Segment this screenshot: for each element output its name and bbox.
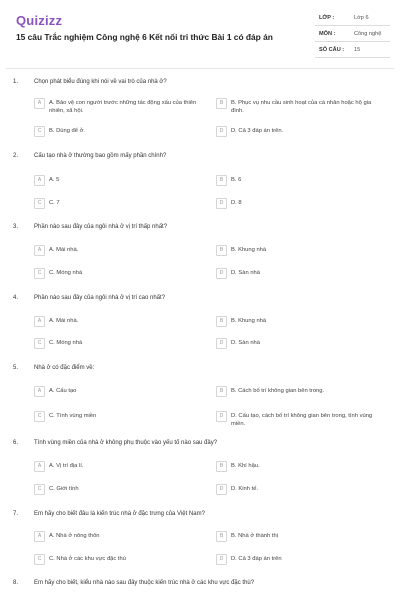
question-text: Em hãy cho biết đâu là kiến trúc nhà ở đặc trưng của Việt Nam?	[34, 511, 205, 517]
option-letter-box: B	[216, 175, 227, 186]
option-text: A. Cấu tạo	[49, 388, 77, 394]
question-text: Tính vùng miền của nhà ở không phụ thuộc vào yếu tố nào sau đây?	[34, 440, 218, 446]
option-letter-box: A	[34, 386, 45, 397]
option-text: D. Cả 3 đáp án trên.	[231, 128, 284, 134]
option-text: C. 7	[49, 200, 60, 206]
option-text: D. Kinh tế.	[231, 486, 259, 492]
meta-value: Công nghệ	[354, 31, 382, 37]
option-letter-box: C	[34, 411, 45, 422]
option-letter-box: A	[34, 175, 45, 186]
meta-table	[315, 10, 390, 58]
question-text: Chọn phát biểu đúng khi nói về vai trò của nhà ở?	[34, 79, 167, 85]
meta-label: LỚP :	[319, 15, 335, 21]
meta-label: SỐ CÂU :	[319, 47, 345, 53]
option-text: B. 6	[231, 177, 242, 183]
meta-value: 15	[354, 47, 361, 53]
option-letter-box: D	[216, 198, 227, 209]
question-number: 8.	[13, 580, 19, 586]
option-text: C. Nhà ở các khu vực đặc thù	[49, 556, 126, 562]
option-letter-box: A	[34, 461, 45, 472]
option-letter-box: B	[216, 461, 227, 472]
option-text: D. Cấu tạo, cách bố trí không gian bên trong, tính vùng miền.	[231, 413, 373, 427]
option-text: C. Móng nhà	[49, 270, 83, 276]
meta-row-grade	[315, 10, 390, 26]
option-letter-box: C	[34, 554, 45, 565]
option-text: A. Mái nhà.	[49, 318, 79, 324]
option-letter-box: B	[216, 386, 227, 397]
option-letter-box: C	[34, 198, 45, 209]
question-number: 6.	[13, 440, 19, 446]
option-letter-box: D	[216, 554, 227, 565]
option-text: A. 5	[49, 177, 60, 183]
question-number: 4.	[13, 295, 19, 301]
option-letter-box: A	[34, 316, 45, 327]
header-divider	[6, 68, 394, 69]
option-text: B. Phục vụ nhu cầu sinh hoạt của cá nhân hoặc hộ gia đình.	[231, 100, 372, 114]
option-letter-box: C	[34, 268, 45, 279]
question-text: Phần nào sau đây của ngôi nhà ở vị trí thấp nhất?	[34, 224, 168, 230]
option-letter-box: A	[34, 245, 45, 256]
option-text: C. Móng nhà	[49, 340, 83, 346]
option-text: D. Sàn nhà	[231, 340, 261, 346]
question-text: Nhà ở có đặc điểm về:	[34, 365, 95, 371]
question-number: 3.	[13, 224, 19, 230]
option-letter-box: D	[216, 411, 227, 422]
option-letter-box: C	[34, 338, 45, 349]
worksheet-header	[0, 0, 400, 72]
quizizz-logo: Quizizz	[16, 13, 63, 28]
option-letter-box: C	[34, 126, 45, 137]
option-text: B. Khí hậu.	[231, 463, 260, 469]
option-text: A. Nhà ở nông thôn	[49, 533, 100, 539]
option-text: A. Mái nhà.	[49, 247, 79, 253]
option-text: B. Khung nhà	[231, 318, 267, 324]
question-number: 7.	[13, 511, 19, 517]
option-letter-box: C	[34, 484, 45, 495]
meta-row-subject	[315, 26, 390, 42]
option-letter-box: A	[34, 531, 45, 542]
option-text: C. Tính vùng miền	[49, 413, 97, 419]
question-text: Cấu tạo nhà ở thường bao gồm mấy phần chính?	[34, 153, 167, 159]
question-number: 1.	[13, 79, 19, 85]
meta-row-count	[315, 42, 390, 58]
option-text: A. Vị trí địa lí.	[49, 463, 84, 469]
question-text: Em hãy cho biết, kiểu nhà nào sau đây thuộc kiến trúc nhà ở các khu vực đặc thù?	[34, 580, 255, 586]
option-letter-box: B	[216, 531, 227, 542]
meta-value: Lớp 6	[354, 15, 369, 21]
option-letter-box: D	[216, 126, 227, 137]
question-number: 2.	[13, 153, 19, 159]
option-letter-box: A	[34, 98, 45, 109]
option-text: B. Cách bố trí không gian bên trong.	[231, 388, 325, 394]
option-text: C. Giới tính	[49, 486, 79, 492]
option-letter-box: B	[216, 316, 227, 327]
question-text: Phần nào sau đây của ngôi nhà ở vị trí cao nhất?	[34, 295, 166, 301]
option-text: B. Dùng để ở.	[49, 128, 86, 134]
option-text: A. Bảo vệ con người trước những tác động xấu của thiên nhiên, xã hội.	[49, 100, 197, 114]
option-letter-box: B	[216, 98, 227, 109]
option-text: B. Khung nhà	[231, 247, 267, 253]
option-letter-box: B	[216, 245, 227, 256]
meta-label: MÔN :	[319, 31, 336, 37]
option-text: D. 8	[231, 200, 242, 206]
option-text: B. Nhà ở thành thị	[231, 533, 278, 539]
worksheet-title: 15 câu Trắc nghiệm Công nghệ 6 Kết nối tri thức Bài 1 có đáp án	[16, 32, 273, 42]
option-letter-box: D	[216, 484, 227, 495]
question-number: 5.	[13, 365, 19, 371]
option-letter-box: D	[216, 338, 227, 349]
option-text: D. Sàn nhà	[231, 270, 261, 276]
option-text: D. Cả 3 đáp án trên	[231, 556, 282, 562]
option-letter-box: D	[216, 268, 227, 279]
